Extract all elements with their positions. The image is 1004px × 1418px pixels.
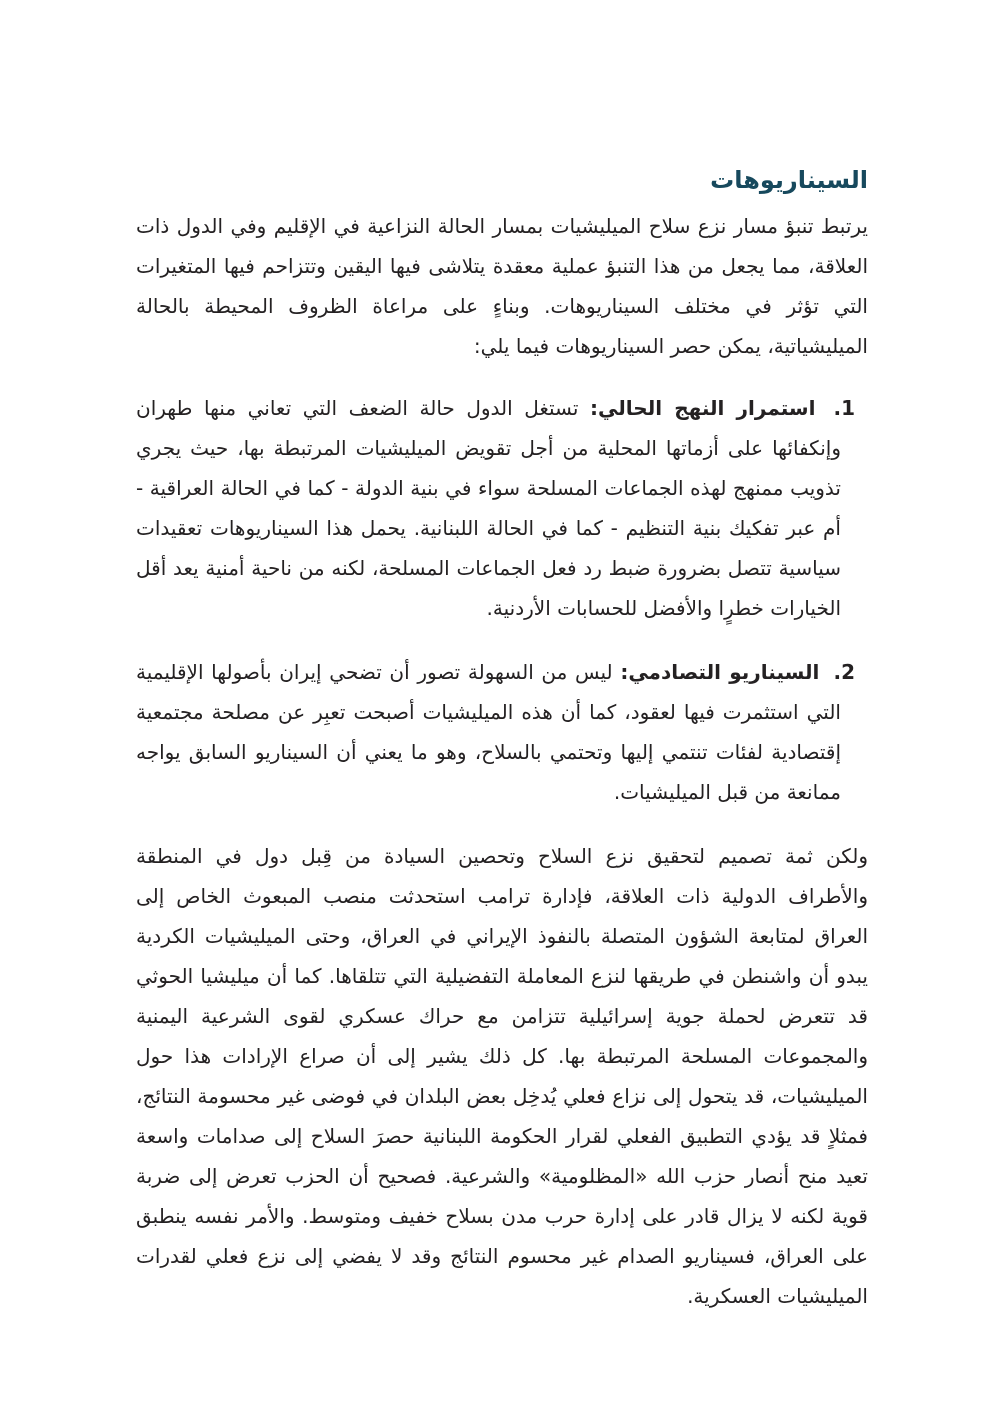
scenario-item-1	[136, 388, 868, 628]
intro-paragraph: يرتبط تنبؤ مسار نزع سلاح الميليشيات بمسار الحالة النزاعية في الإقليم وفي الدول ذات العلاقة، مما يجعل من هذا التنبؤ عملية معقدة يتلاشى فيها اليقين وتتزاحم فيها المتغيرات التي تؤثر في مختلف السيناريوهات. وبناءٍ على مراعاة الظروف المحيطة بالحالة الميليشياتية، يمكن حصر السيناريوهات فيما يلي:	[136, 214, 868, 358]
text-column	[136, 162, 868, 1316]
scenario-1-title: استمرار النهج الحالي:	[590, 396, 816, 420]
scenario-2-title: السيناريو التصادمي:	[620, 660, 820, 684]
list-number-1: 1.	[833, 396, 856, 420]
section-heading: السيناريوهات	[710, 166, 868, 194]
list-number-2: 2.	[833, 660, 856, 684]
scenario-item-2	[136, 652, 868, 812]
scenario-2-text: ليس من السهولة تصور أن تضحي إيران بأصولها الإقليمية التي استثمرت فيها لعقود، كما أن هذه الميليشيات أصبحت تعبِر عن مصلحة مجتمعية إقتصادية لفئات تنتمي إليها وتحتمي بالسلاح، وهو ما يعني أن السيناريو السابق يواجه ممانعة من قبل الميليشيات.	[136, 660, 841, 804]
closing-paragraph: ولكن ثمة تصميم لتحقيق نزع السلاح وتحصين السيادة من قِبل دول في المنطقة والأطراف الدولية ذات العلاقة، فإدارة ترامب استحدثت منصب المبعوث الخاص إلى العراق لمتابعة الشؤون المتصلة بالنفوذ الإيراني في العراق، وحتى الميليشيات الكردية يبدو أن واشنطن في طريقها لنزع المعاملة التفضيلية التي تتلقاها. كما أن ميليشيا الحوثي قد تتعرض لحملة جوية إسرائيلية تتزامن مع حراك عسكري لقوى الشرعية اليمنية والمجموعات المسلحة المرتبطة بها. كل ذلك يشير إلى أن صراع الإرادات هذا حول الميليشيات، قد يتحول إلى نزاع فعلي يُدخِل بعض البلدان في فوضى غير محسومة النتائج، فمثلاٍ قد يؤدي التطبيق الفعلي لقرار الحكومة اللبنانية حصرَ السلاح إلى صدامات واسعة تعيد منح أنصار حزب الله «المظلومية» والشرعية. فصحيح أن الحزب تعرض إلى ضربة قوية لكنه لا يزال قادر على إدارة حرب مدن بسلاح خفيف ومتوسط. والأمر نفسه ينطبق على العراق، فسيناريو الصدام غير محسوم النتائج وقد لا يفضي إلى نزع فعلي لقدرات الميليشيات العسكرية.	[136, 844, 868, 1308]
scenario-1-text: تستغل الدول حالة الضعف التي تعاني منها طهران وإنكفائها على أزماتها المحلية من أجل تقويض الميليشيات المرتبطة بها، حيث يجري تذويب ممنهج لهذه الجماعات المسلحة سواء في بنية الدولة - كما في الحالة العراقية - أم عبر تفكيك بنية التنظيم - كما في الحالة اللبنانية. يحمل هذا السيناريوهات تعقيدات سياسية تتصل بضرورة ضبط رد فعل الجماعات المسلحة، لكنه من ناحية أمنية يعد أقل الخيارات خطرٍا والأفضل للحسابات الأردنية.	[136, 396, 841, 620]
scenario-list	[136, 388, 868, 812]
